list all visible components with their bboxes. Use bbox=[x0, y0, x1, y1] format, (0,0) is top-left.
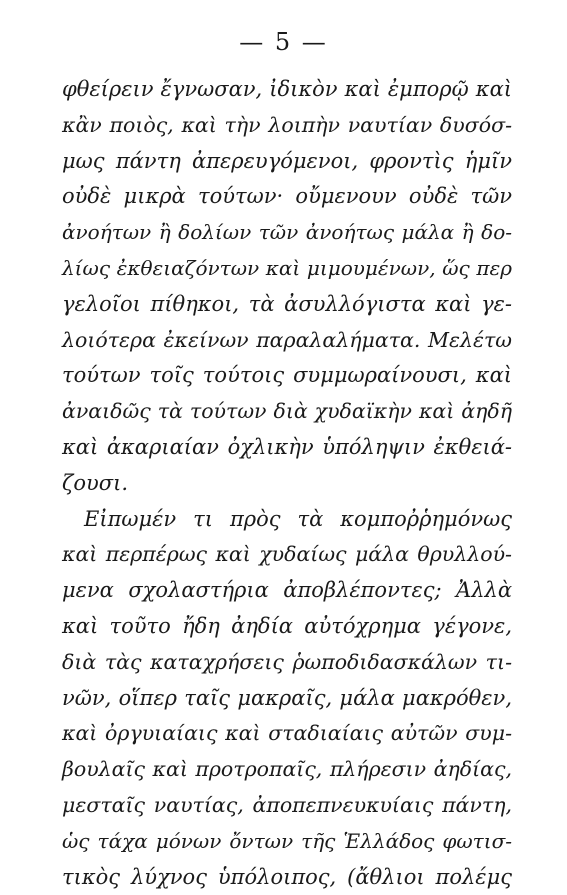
text-line: νῶν, οἵπερ ταῖς μακραῖς, μάλα μακρόθεν, bbox=[62, 685, 512, 710]
text-line: τικὸς λύχνος ὑπόλοιπος, (ἄθλιοι πολέμς bbox=[62, 864, 512, 889]
text-line: καὶ τοῦτο ἤδη ἀηδία αὐτόχρημα γέγονε, bbox=[62, 613, 512, 638]
text-line: Εἰπωμέν τι πρὸς τὰ κομποῤῥημόνως bbox=[84, 506, 512, 531]
text-line: ζουσι. bbox=[62, 470, 129, 495]
text-line: λοιότερα ἐκείνων παραλαλήματα. Μελέτω bbox=[62, 327, 512, 352]
text-line: ἀνοήτων ἢ δολίων τῶν ἀνοήτως μάλα ἢ δο- bbox=[62, 220, 512, 245]
text-line: κἂν ποιὸς, καὶ τὴν λοιπὴν ναυτίαν δυσόσ- bbox=[62, 112, 512, 137]
body-text bbox=[62, 72, 512, 895]
text-line: οὐδὲ μικρὰ τούτων· οὔμενουν οὐδὲ τῶν bbox=[62, 184, 512, 209]
paragraph-2 bbox=[62, 502, 512, 895]
text-line: τούτων τοῖς τούτοις συμμωραίνουσι, καὶ bbox=[62, 363, 512, 388]
text-line: μως πάντη ἀπερευγόμενοι, φροντὶς ἡμῖν bbox=[62, 148, 512, 173]
text-line: διὰ τὰς καταχρήσεις ῥωποδιδασκάλων τι- bbox=[62, 649, 512, 674]
page-number: — 5 — bbox=[239, 28, 328, 56]
text-line: γελοῖοι πίθηκοι, τὰ ἀσυλλόγιστα καὶ γε- bbox=[62, 291, 512, 316]
text-line: βουλαῖς καὶ προτροπαῖς, πλήρεσιν ἀηδίας, bbox=[62, 757, 512, 782]
text-line: ὡς τάχα μόνων ὄντων τῆς Ἑλλάδος φωτισ- bbox=[62, 828, 512, 853]
text-line: καὶ ὀργυιαίαις καὶ σταδιαίαις αὐτῶν συμ- bbox=[62, 721, 512, 746]
paragraph-1 bbox=[62, 72, 512, 502]
text-line: καὶ περπέρως καὶ χυδαίως μάλα θρυλλού- bbox=[62, 542, 512, 567]
text-line: ἀναιδῶς τὰ τούτων διὰ χυδαϊκὴν καὶ ἀηδῆ bbox=[62, 399, 512, 424]
text-line: μεσταῖς ναυτίας, ἀποπεπνευκυίαις πάντη, bbox=[62, 792, 512, 817]
text-line: καὶ ἀκαριαίαν ὀχλικὴν ὑπόληψιν ἐκθειά- bbox=[62, 434, 512, 459]
text-line: λίως ἐκθειαζόντων καὶ μιμουμένων, ὥς περ bbox=[62, 255, 512, 280]
text-line: μενα σχολαστήρια ἀποβλέποντες; Ἀλλὰ bbox=[62, 578, 512, 603]
text-line: φθείρειν ἔγνωσαν, ἰδικὸν καὶ ἐμπορῷ καὶ bbox=[62, 77, 512, 101]
